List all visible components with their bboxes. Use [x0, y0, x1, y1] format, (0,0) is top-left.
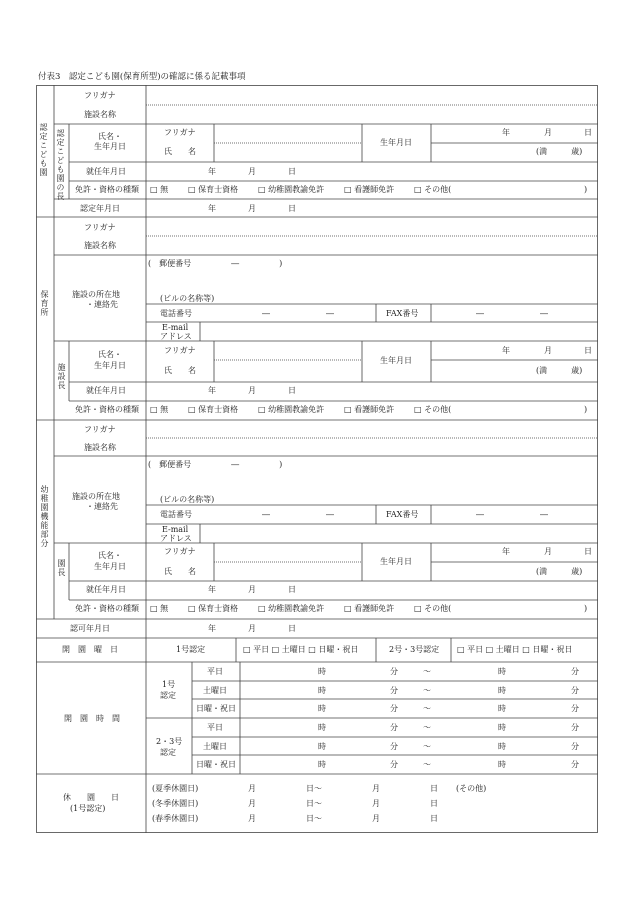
spring-month1: 月 — [248, 814, 256, 823]
hoikusho-email-label-2: アドレス — [160, 332, 192, 341]
youchien-license-youchien[interactable]: □ 幼稚園教諭免許 — [258, 604, 325, 613]
g2-sunday-hour2: 時 — [498, 760, 506, 769]
hours-g2-sunday-label: 日曜・祝日 — [196, 760, 236, 769]
other-holiday-label: (その他) — [456, 784, 487, 793]
hours-group2-label: 2・3号 — [156, 737, 183, 746]
winter-holiday-label: (冬季休園日) — [152, 799, 199, 808]
g1-weekday-hour2: 時 — [498, 667, 506, 676]
g1-sunday-hour2: 時 — [498, 704, 506, 713]
head-name-label: 氏 名 — [164, 147, 196, 156]
opening-days-group2: 2号・3号認定 — [389, 645, 440, 654]
spring-day2: 日 — [430, 814, 438, 823]
hoikusho-address-label-2: ・連絡先 — [86, 300, 118, 309]
youchien-head-birth-label: 生年月日 — [380, 557, 412, 566]
hoikusho-head-birth-month: 月 — [544, 346, 552, 355]
g2-weekday-tilde: 〜 — [423, 723, 431, 732]
hoikusho-license-nurse[interactable]: □ 看護師免許 — [344, 405, 395, 414]
g1-sunday-tilde: 〜 — [423, 704, 431, 713]
hoikusho-head-birth-label: 生年月日 — [380, 356, 412, 365]
youchien-license-label: 免許・資格の種類 — [75, 604, 139, 613]
g2-weekday-min1: 分 — [390, 723, 398, 732]
hoikusho-license-label: 免許・資格の種類 — [75, 405, 139, 414]
youchien-email-label-2: アドレス — [160, 534, 192, 543]
head-name-birth-label-2: 生年月日 — [94, 142, 126, 151]
g1-weekday-min1: 分 — [390, 667, 398, 676]
head-age-label: (満 歳) — [536, 147, 583, 156]
document-title: 付表3 認定こども園(保育所型)の確認に係る記載事項 — [38, 72, 246, 82]
g1-sunday-min2: 分 — [571, 704, 579, 713]
g1-saturday-hour1: 時 — [318, 686, 326, 695]
hoikusho-appointed-label: 就任年月日 — [86, 386, 126, 395]
youchien-fax-dashes: ― ― — [476, 510, 548, 519]
g2-weekday-min2: 分 — [571, 723, 579, 732]
youchien-head-name: 氏 名 — [164, 567, 196, 576]
summer-day2: 日 — [430, 784, 438, 793]
spring-month2: 月 — [372, 814, 380, 823]
license-opt-other[interactable]: □ その他( — [414, 185, 452, 194]
head-furigana-label: フリガナ — [164, 128, 196, 137]
youchien-license-none[interactable]: □ 無 — [150, 604, 169, 613]
g2-sunday-min2: 分 — [571, 760, 579, 769]
g2-weekday-hour2: 時 — [498, 723, 506, 732]
youchien-phone-dashes: ― ― — [262, 510, 334, 519]
license-opt-close: ) — [584, 185, 588, 194]
winter-month1: 月 — [248, 799, 256, 808]
youchien-building: (ビルの名称等) — [160, 495, 215, 504]
winter-month2: 月 — [372, 799, 380, 808]
youchien-facility-name-label: 施設名称 — [84, 443, 116, 452]
hoikusho-postal: ( 郵便番号 ― ) — [148, 259, 283, 268]
g2-sunday-hour1: 時 — [318, 760, 326, 769]
g2-saturday-min1: 分 — [390, 742, 398, 751]
g1-sunday-min1: 分 — [390, 704, 398, 713]
summer-holiday-label: (夏季休園日) — [152, 784, 199, 793]
g1-sunday-hour1: 時 — [318, 704, 326, 713]
g2-sunday-tilde: 〜 — [423, 760, 431, 769]
hoikusho-head-name: 氏 名 — [164, 366, 196, 375]
g2-saturday-tilde: 〜 — [423, 742, 431, 751]
hoikusho-head-age: (満 歳) — [536, 366, 583, 375]
hoikusho-email-label: E-mail — [162, 323, 189, 332]
youchien-furigana-label: フリガナ — [84, 425, 116, 434]
summer-range: 日〜 — [306, 784, 322, 793]
furigana-label: フリガナ — [84, 91, 116, 100]
g1-saturday-min2: 分 — [571, 686, 579, 695]
youchien-head-birth-year: 年 — [502, 547, 510, 556]
hoikusho-license-other[interactable]: □ その他( — [414, 405, 452, 414]
opening-days-group1-options[interactable]: □ 平日 □ 土曜日 □ 日曜・祝日 — [243, 645, 359, 654]
hoikusho-phone-dashes: ― ― — [262, 309, 334, 318]
youchien-license-nurse[interactable]: □ 看護師免許 — [344, 604, 395, 613]
hours-g1-sunday-label: 日曜・祝日 — [196, 704, 236, 713]
certified-date: 年 月 日 — [208, 204, 296, 213]
section-label-kodomoen-head: 認定こども園の長 — [56, 129, 65, 201]
g1-saturday-min1: 分 — [390, 686, 398, 695]
opening-days-group2-options[interactable]: □ 平日 □ 土曜日 □ 日曜・祝日 — [457, 645, 573, 654]
summer-month1: 月 — [248, 784, 256, 793]
youchien-email-label: E-mail — [162, 525, 189, 534]
head-birth-year-label: 年 — [502, 128, 510, 137]
youchien-license-other[interactable]: □ その他( — [414, 604, 452, 613]
license-opt-youchien[interactable]: □ 幼稚園教諭免許 — [258, 185, 325, 194]
opening-days-label: 開 園 曜 日 — [62, 645, 118, 654]
head-name-birth-label: 氏名・ — [98, 132, 122, 141]
youchien-head-birth-day: 日 — [584, 547, 592, 556]
summer-month2: 月 — [372, 784, 380, 793]
head-birth-day-label: 日 — [584, 128, 592, 137]
g2-saturday-hour1: 時 — [318, 742, 326, 751]
approved-date: 年 月 日 — [208, 624, 296, 633]
youchien-phone-label: 電話番号 — [160, 510, 192, 519]
form-grid-lines — [36, 85, 598, 833]
youchien-license-close: ) — [584, 604, 588, 613]
section-label-hoikusho-head: 施設長 — [57, 363, 66, 390]
section-label-hoikusho: 保育所 — [40, 290, 49, 317]
youchien-address-label-2: ・連絡先 — [86, 502, 118, 511]
spring-holiday-label: (春季休園日) — [152, 814, 199, 823]
youchien-head-furigana: フリガナ — [164, 547, 196, 556]
holidays-label: 休 園 日 — [63, 793, 119, 802]
spring-range: 日〜 — [306, 814, 322, 823]
hoikusho-head-name-label: 氏名・ — [98, 350, 122, 359]
hours-group1-label: 1号 — [162, 680, 176, 689]
license-opt-hoikushi[interactable]: □ 保育士資格 — [188, 185, 239, 194]
g1-saturday-tilde: 〜 — [423, 686, 431, 695]
youchien-fax-label: FAX番号 — [386, 510, 419, 519]
g1-saturday-hour2: 時 — [498, 686, 506, 695]
hoikusho-head-name-label-2: 生年月日 — [94, 361, 126, 370]
hoikusho-facility-name-label: 施設名称 — [84, 241, 116, 250]
hoikusho-furigana-label: フリガナ — [84, 223, 116, 232]
head-appointed-label: 就任年月日 — [86, 167, 126, 176]
section-label-youchien-head: 園長 — [57, 559, 66, 577]
license-opt-nurse[interactable]: □ 看護師免許 — [344, 185, 395, 194]
hours-g1-saturday-label: 土曜日 — [203, 686, 227, 695]
youchien-address-label: 施設の所在地 — [72, 492, 120, 501]
facility-name-label: 施設名称 — [84, 110, 116, 119]
g1-weekday-hour1: 時 — [318, 667, 326, 676]
youchien-head-name-label: 氏名・ — [98, 551, 122, 560]
approved-date-label: 認可年月日 — [70, 624, 110, 633]
winter-range: 日〜 — [306, 799, 322, 808]
g2-sunday-min1: 分 — [390, 760, 398, 769]
head-appointed-date: 年 月 日 — [208, 167, 296, 176]
head-birth-label: 生年月日 — [380, 138, 412, 147]
hours-g2-weekday-label: 平日 — [207, 723, 223, 732]
hours-g2-saturday-label: 土曜日 — [203, 742, 227, 751]
holidays-label-2: (1号認定) — [70, 804, 106, 813]
hoikusho-license-close: ) — [584, 405, 588, 414]
youchien-appointed-date: 年 月 日 — [208, 585, 296, 594]
youchien-license-hoikushi[interactable]: □ 保育士資格 — [188, 604, 239, 613]
section-label-kodomoen: 認定こども園 — [39, 123, 48, 177]
head-birth-month-label: 月 — [544, 128, 552, 137]
opening-days-group1: 1号認定 — [176, 645, 206, 654]
opening-hours-label: 開 園 時 間 — [64, 714, 120, 723]
head-license-label: 免許・資格の種類 — [75, 185, 139, 194]
license-opt-none[interactable]: □ 無 — [150, 185, 169, 194]
hours-group1-label-2: 認定 — [160, 691, 176, 700]
g2-saturday-min2: 分 — [571, 742, 579, 751]
certified-date-label: 認定年月日 — [80, 204, 120, 213]
youchien-appointed-label: 就任年月日 — [86, 585, 126, 594]
youchien-head-name-label-2: 生年月日 — [94, 562, 126, 571]
hours-group2-label-2: 認定 — [160, 748, 176, 757]
form-table — [36, 85, 598, 833]
g2-saturday-hour2: 時 — [498, 742, 506, 751]
hoikusho-head-birth-day: 日 — [584, 346, 592, 355]
hoikusho-head-birth-year: 年 — [502, 346, 510, 355]
hoikusho-appointed-date: 年 月 日 — [208, 386, 296, 395]
hoikusho-fax-label: FAX番号 — [386, 309, 419, 318]
section-label-youchien: 幼稚園機能部分 — [40, 485, 49, 548]
hours-g1-weekday-label: 平日 — [207, 667, 223, 676]
hoikusho-address-label: 施設の所在地 — [72, 290, 120, 299]
hoikusho-license-none[interactable]: □ 無 — [150, 405, 169, 414]
g1-weekday-min2: 分 — [571, 667, 579, 676]
hoikusho-license-hoikushi[interactable]: □ 保育士資格 — [188, 405, 239, 414]
hoikusho-phone-label: 電話番号 — [160, 309, 192, 318]
youchien-head-age: (満 歳) — [536, 567, 583, 576]
g2-weekday-hour1: 時 — [318, 723, 326, 732]
hoikusho-fax-dashes: ― ― — [476, 309, 548, 318]
hoikusho-license-youchien[interactable]: □ 幼稚園教諭免許 — [258, 405, 325, 414]
hoikusho-building: (ビルの名称等) — [160, 294, 215, 303]
hoikusho-head-furigana: フリガナ — [164, 346, 196, 355]
g1-weekday-tilde: 〜 — [423, 667, 431, 676]
winter-day2: 日 — [430, 799, 438, 808]
youchien-head-birth-month: 月 — [544, 547, 552, 556]
youchien-postal: ( 郵便番号 ― ) — [148, 460, 283, 469]
